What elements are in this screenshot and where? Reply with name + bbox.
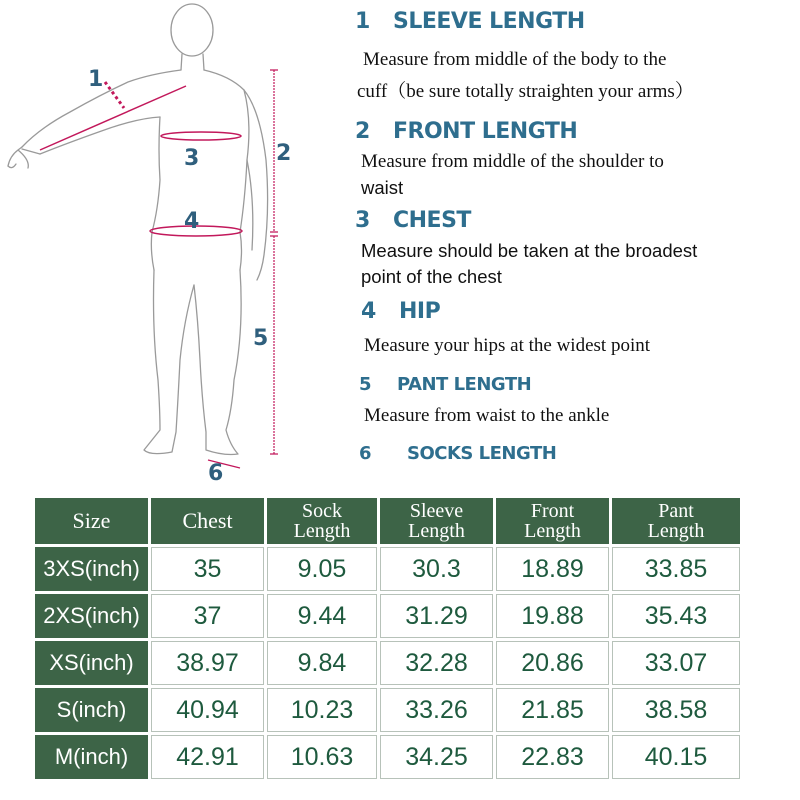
header-size: Size bbox=[35, 498, 148, 544]
step-4-heading bbox=[361, 299, 440, 324]
pant-length-cell: 33.85 bbox=[612, 547, 740, 591]
sock-length-cell: 10.23 bbox=[267, 688, 377, 732]
pant-length-cell: 38.58 bbox=[612, 688, 740, 732]
table-row bbox=[35, 735, 740, 779]
table-row bbox=[35, 641, 740, 685]
front-length-cell: 20.86 bbox=[496, 641, 609, 685]
pant-length-cell: 33.07 bbox=[612, 641, 740, 685]
table-header-row bbox=[35, 498, 740, 544]
header-front-length: Front Length bbox=[496, 498, 609, 544]
marker-6-label: 6 bbox=[208, 461, 224, 486]
size-cell: S(inch) bbox=[35, 688, 148, 732]
table-row bbox=[35, 547, 740, 591]
step-number: 3 bbox=[355, 208, 370, 233]
front-length-cell: 19.88 bbox=[496, 594, 609, 638]
size-cell: 2XS(inch) bbox=[35, 594, 148, 638]
table-row bbox=[35, 594, 740, 638]
sock-length-cell: 10.63 bbox=[267, 735, 377, 779]
step-2-desc-line-1: Measure from middle of the shoulder to bbox=[361, 151, 664, 172]
chest-cell: 38.97 bbox=[151, 641, 264, 685]
body-measurement-figure bbox=[0, 0, 330, 490]
header-pant-length: Pant Length bbox=[612, 498, 740, 544]
front-length-cell: 22.83 bbox=[496, 735, 609, 779]
sock-length-cell: 9.84 bbox=[267, 641, 377, 685]
sleeve-length-cell: 33.26 bbox=[380, 688, 493, 732]
sleeve-length-cell: 34.25 bbox=[380, 735, 493, 779]
marker-2-label: 2 bbox=[276, 141, 292, 166]
step-2-heading bbox=[355, 119, 577, 144]
table-row bbox=[35, 688, 740, 732]
marker-4-label: 4 bbox=[184, 209, 200, 234]
step-4-desc-line-1: Measure your hips at the widest point bbox=[364, 335, 651, 356]
header-chest: Chest bbox=[151, 498, 264, 544]
front-length-cell: 21.85 bbox=[496, 688, 609, 732]
step-number: 1 bbox=[355, 9, 370, 34]
front-length-cell: 18.89 bbox=[496, 547, 609, 591]
marker-5-label: 5 bbox=[253, 326, 269, 351]
step-1-desc-line-1: Measure from middle of the body to the bbox=[363, 49, 667, 70]
sleeve-length-cell: 31.29 bbox=[380, 594, 493, 638]
sleeve-length-cell: 32.28 bbox=[380, 641, 493, 685]
chest-cell: 40.94 bbox=[151, 688, 264, 732]
step-title: PANT LENGTH bbox=[397, 374, 532, 395]
chest-cell: 42.91 bbox=[151, 735, 264, 779]
step-title: SOCKS LENGTH bbox=[407, 443, 557, 464]
step-5-desc-line-1: Measure from waist to the ankle bbox=[364, 405, 610, 426]
sock-length-cell: 9.44 bbox=[267, 594, 377, 638]
step-title: CHEST bbox=[393, 208, 471, 233]
size-cell: 3XS(inch) bbox=[35, 547, 148, 591]
pant-length-cell: 35.43 bbox=[612, 594, 740, 638]
step-title: SLEEVE LENGTH bbox=[393, 9, 585, 34]
step-3-desc-line-1: Measure should be taken at the broadest bbox=[361, 240, 698, 261]
header-sleeve-length: Sleeve Length bbox=[380, 498, 493, 544]
sleeve-length-cell: 30.3 bbox=[380, 547, 493, 591]
step-title: HIP bbox=[399, 299, 441, 324]
step-number: 4 bbox=[361, 299, 376, 324]
size-cell: M(inch) bbox=[35, 735, 148, 779]
step-2-desc-line-2: waist bbox=[361, 177, 404, 198]
step-1-heading bbox=[355, 9, 585, 34]
chest-cell: 35 bbox=[151, 547, 264, 591]
step-number: 6 bbox=[359, 443, 372, 464]
step-3-heading bbox=[355, 208, 471, 233]
sock-length-cell: 9.05 bbox=[267, 547, 377, 591]
body-outline-drawing bbox=[0, 0, 330, 490]
header-sock-length: Sock Length bbox=[267, 498, 377, 544]
step-1-desc-line-2: cuff（be sure totally straighten your arms） bbox=[357, 81, 694, 102]
step-6-heading bbox=[359, 443, 556, 464]
step-3-desc-line-2: point of the chest bbox=[361, 266, 502, 287]
size-chart-table bbox=[32, 495, 743, 782]
chest-cell: 37 bbox=[151, 594, 264, 638]
step-5-heading bbox=[359, 374, 531, 395]
marker-3-label: 3 bbox=[184, 146, 200, 171]
marker-1-label: 1 bbox=[88, 67, 104, 92]
step-number: 5 bbox=[359, 374, 372, 395]
step-title: FRONT LENGTH bbox=[393, 119, 578, 144]
size-cell: XS(inch) bbox=[35, 641, 148, 685]
step-number: 2 bbox=[355, 119, 370, 144]
pant-length-cell: 40.15 bbox=[612, 735, 740, 779]
